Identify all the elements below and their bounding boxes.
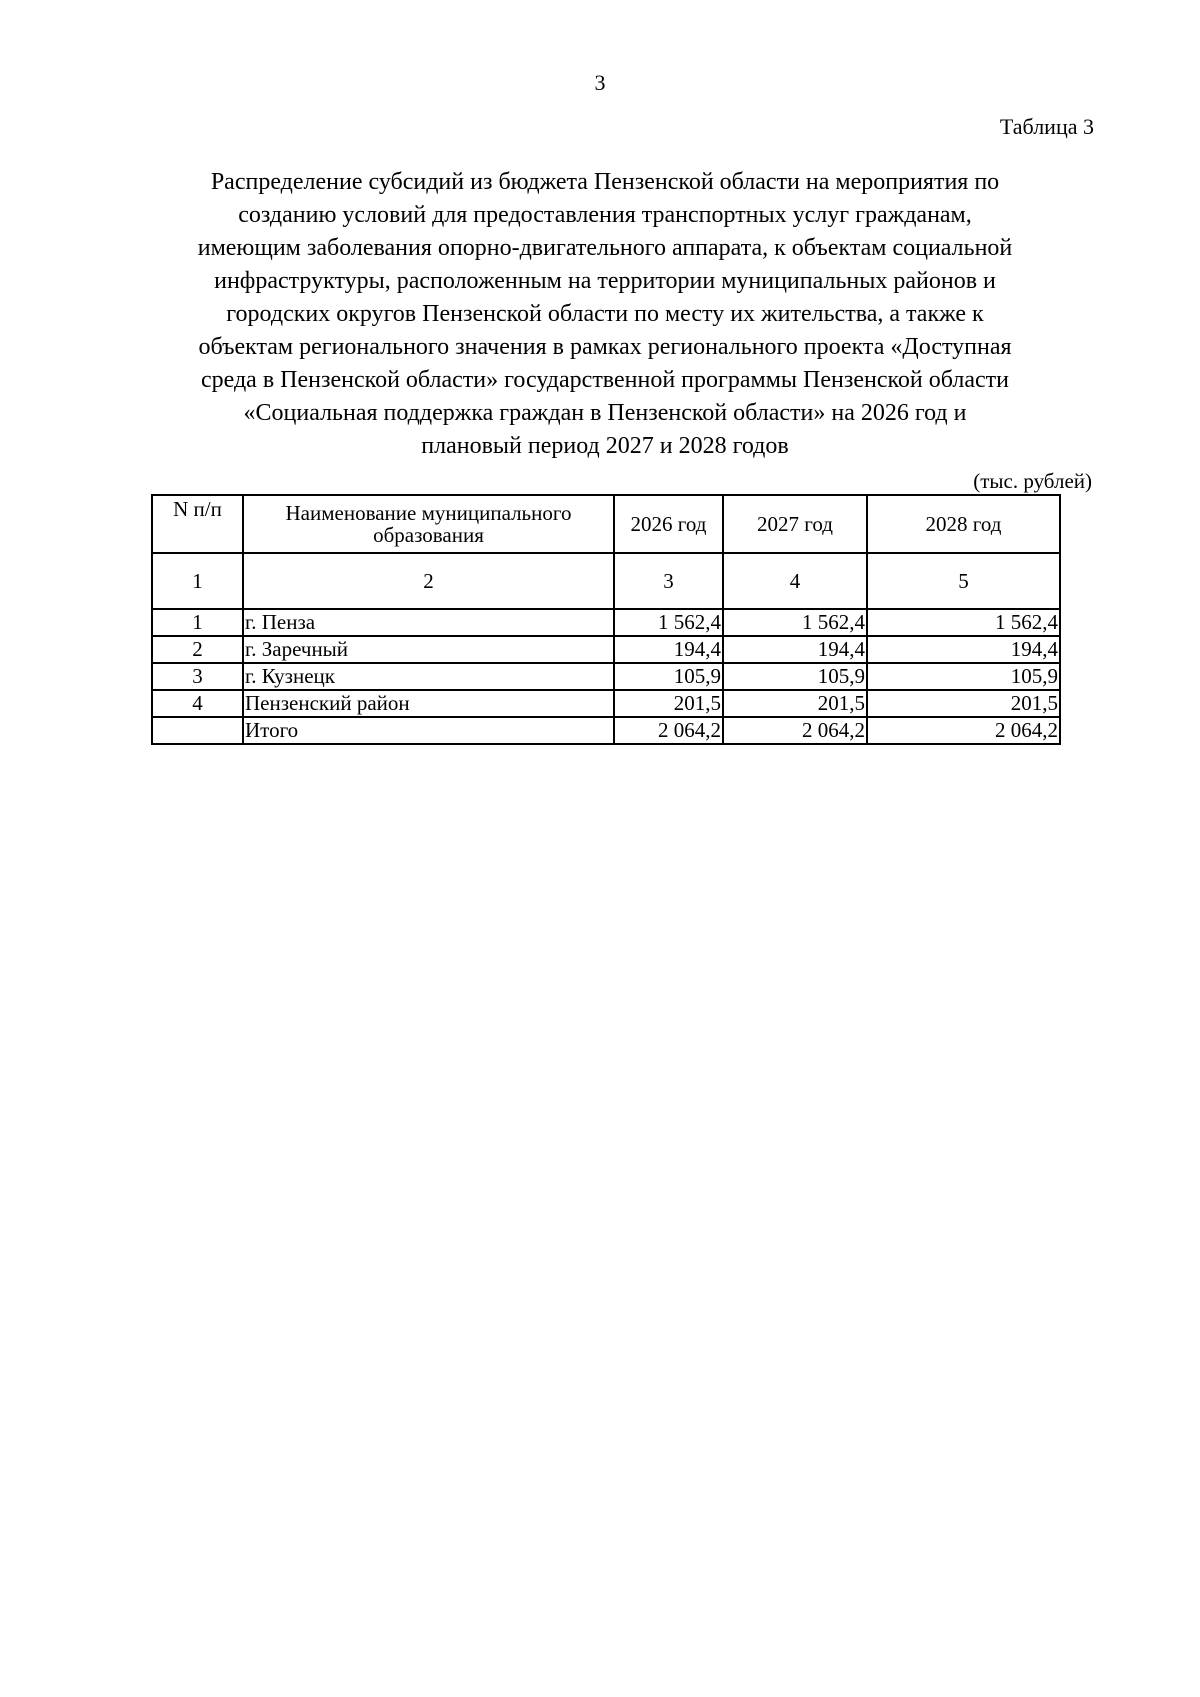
row-number-cell	[152, 717, 243, 744]
table-label: Таблица 3	[999, 114, 1094, 139]
header-cell-2026: 2026 год	[614, 495, 723, 553]
total-2027-cell: 2 064,2	[723, 717, 867, 744]
subsidy-table	[151, 494, 1061, 745]
title-line: Распределение субсидий из бюджета Пензенской области на мероприятия по	[210, 169, 1000, 195]
row-number-cell: 2	[152, 636, 243, 663]
row-number-cell: 3	[152, 663, 243, 690]
total-2028-cell: 2 064,2	[867, 717, 1060, 744]
column-number-cell: 4	[723, 553, 867, 609]
header-cell-number: N п/п	[152, 495, 243, 553]
column-number-cell: 2	[243, 553, 614, 609]
document-title	[115, 166, 1095, 463]
title-line: городских округов Пензенской области по месту их жительства, а также к	[226, 301, 984, 327]
table-row	[152, 636, 1060, 663]
column-number-cell: 3	[614, 553, 723, 609]
title-line: имеющим заболевания опорно-двигательного аппарата, к объектам социальной	[197, 235, 1013, 261]
units-label: (тыс. рублей)	[973, 469, 1092, 493]
column-number-cell: 1	[152, 553, 243, 609]
title-line: объектам регионального значения в рамках регионального проекта «Доступная	[198, 334, 1012, 360]
table-row	[152, 663, 1060, 690]
value-2027-cell: 194,4	[723, 636, 867, 663]
page-number: 3	[594, 70, 606, 95]
value-2026-cell: 1 562,4	[614, 609, 723, 636]
value-2027-cell: 1 562,4	[723, 609, 867, 636]
total-row	[152, 717, 1060, 744]
header-row	[152, 495, 1060, 553]
column-number-row	[152, 553, 1060, 609]
value-2028-cell: 194,4	[867, 636, 1060, 663]
title-line: инфраструктуры, расположенным на территории муниципальных районов и	[214, 268, 996, 294]
row-number-cell: 1	[152, 609, 243, 636]
value-2026-cell: 201,5	[614, 690, 723, 717]
header-cell-2028: 2028 год	[867, 495, 1060, 553]
header-cell-name: Наименование муниципального образования	[243, 495, 614, 553]
value-2028-cell: 1 562,4	[867, 609, 1060, 636]
value-2027-cell: 105,9	[723, 663, 867, 690]
table-row	[152, 690, 1060, 717]
value-2028-cell: 201,5	[867, 690, 1060, 717]
title-line: среда в Пензенской области» государственной программы Пензенской области	[200, 367, 1009, 393]
value-2026-cell: 105,9	[614, 663, 723, 690]
row-number-cell: 4	[152, 690, 243, 717]
value-2026-cell: 194,4	[614, 636, 723, 663]
total-label-cell: Итого	[243, 717, 614, 744]
municipality-cell: Пензенский район	[243, 690, 614, 717]
title-line: плановый период 2027 и 2028 годов	[421, 433, 789, 459]
header-cell-2027: 2027 год	[723, 495, 867, 553]
value-2028-cell: 105,9	[867, 663, 1060, 690]
title-line: созданию условий для предоставления транспортных услуг гражданам,	[238, 202, 972, 228]
value-2027-cell: 201,5	[723, 690, 867, 717]
column-number-cell: 5	[867, 553, 1060, 609]
title-line: «Социальная поддержка граждан в Пензенской области» на 2026 год и	[243, 400, 967, 426]
municipality-cell: г. Кузнецк	[243, 663, 614, 690]
total-2026-cell: 2 064,2	[614, 717, 723, 744]
municipality-cell: г. Пенза	[243, 609, 614, 636]
table-row	[152, 609, 1060, 636]
municipality-cell: г. Заречный	[243, 636, 614, 663]
